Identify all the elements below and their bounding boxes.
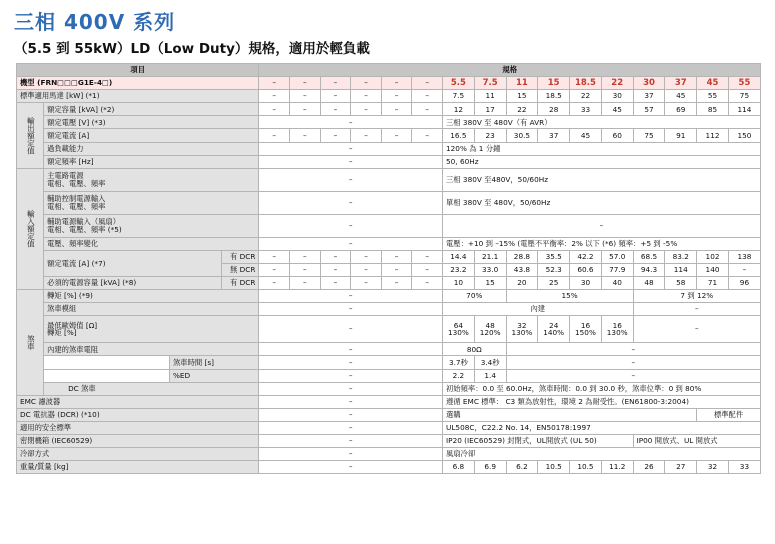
capacity-value: 5.5: [443, 77, 475, 90]
rated-capacity-value: 17: [474, 103, 506, 116]
dash-cell: –: [351, 77, 382, 90]
rated-frequency-row: [17, 155, 761, 168]
dash-cell: –: [412, 129, 443, 142]
header-row: [17, 64, 761, 77]
dash-cell: –: [320, 90, 351, 103]
motor-value: 15: [506, 90, 538, 103]
input-current-value: 68.5: [633, 250, 665, 263]
required-capacity-label: 必須的電源容量 [kVA] (*8): [44, 277, 222, 290]
required-capacity-value: 48: [633, 277, 665, 290]
builtin-resistor-row: [17, 343, 761, 356]
dcr-row: [17, 408, 761, 421]
rated-current-value: 60: [601, 129, 633, 142]
input-current-value: 77.9: [601, 263, 633, 276]
required-capacity-value: 58: [665, 277, 697, 290]
dash-cell: –: [259, 155, 443, 168]
rated-current-value: 150: [728, 129, 760, 142]
dash-cell: –: [259, 303, 443, 316]
emc-label: EMC 濾波器: [17, 395, 259, 408]
min-resistance-value: 24 140%: [538, 316, 570, 343]
dash-cell: –: [259, 316, 443, 343]
rated-voltage-label: 額定電壓 [V] (*3): [44, 116, 259, 129]
overload-label: 過負載能力: [44, 142, 259, 155]
emc-value: 遵循 EMC 標準： C3 類為放射性，環境 2 為耐受性。(EN61800-3:2004): [443, 395, 761, 408]
rated-capacity-value: 12: [443, 103, 475, 116]
dash-cell: –: [290, 103, 321, 116]
rated-capacity-row: [17, 103, 761, 116]
page-title: 三相 400V 系列: [14, 10, 176, 34]
voltage-variation-row: [17, 237, 761, 250]
weight-value: 6.8: [443, 461, 475, 474]
cooling-label: 冷卻方式: [17, 448, 259, 461]
dash-cell: –: [381, 250, 412, 263]
dash-cell: –: [259, 448, 443, 461]
dash-cell: –: [259, 168, 443, 191]
rated-current-value: 16.5: [443, 129, 475, 142]
ed-value: –: [506, 369, 760, 382]
weight-value: 11.2: [601, 461, 633, 474]
input-current-value: 21.1: [474, 250, 506, 263]
dash-cell: –: [259, 395, 443, 408]
rated-capacity-label: 額定容量 [kVA] (*2): [44, 103, 259, 116]
rated-current-value: 30.5: [506, 129, 538, 142]
enclosure-label: 密閉機箱 (IEC60529): [17, 434, 259, 447]
weight-value: 33: [728, 461, 760, 474]
dash-cell: –: [381, 263, 412, 276]
dash-cell: –: [412, 77, 443, 90]
weight-value: 32: [697, 461, 729, 474]
input-current-value: 102: [697, 250, 729, 263]
dash-cell: –: [259, 343, 443, 356]
torque-row: [17, 290, 761, 303]
motor-value: 18.5: [538, 90, 570, 103]
torque-value: 15%: [506, 290, 633, 303]
rated-current-value: 23: [474, 129, 506, 142]
rated-current-value: 37: [538, 129, 570, 142]
dash-cell: –: [290, 129, 321, 142]
main-power-row: [17, 168, 761, 191]
brake-chopper-label: 煞車模組: [44, 303, 259, 316]
dash-cell: –: [259, 214, 443, 237]
rated-current-value: 45: [570, 129, 602, 142]
dash-cell: –: [259, 290, 443, 303]
dash-cell: –: [412, 250, 443, 263]
dash-cell: –: [259, 90, 290, 103]
aux-control-row: [17, 191, 761, 214]
dash-cell: –: [351, 277, 382, 290]
capacity-value: 37: [665, 77, 697, 90]
braking-time-row: [17, 356, 761, 369]
motor-value: 22: [570, 90, 602, 103]
input-current-value: 83.2: [665, 250, 697, 263]
main-power-label: 主電路電源 電相、電壓、頻率: [44, 168, 259, 191]
dash-cell: –: [351, 263, 382, 276]
enclosure-value: IP20 (IEC60529) 封閉式，UL開放式 (UL 50): [443, 434, 634, 447]
weight-value: 10.5: [570, 461, 602, 474]
builtin-resistor-value: –: [506, 343, 760, 356]
input-current-value: 23.2: [443, 263, 475, 276]
weight-value: 26: [633, 461, 665, 474]
dash-cell: –: [259, 408, 443, 421]
col-header-spec: 規格: [259, 64, 761, 77]
input-current-value: 60.6: [570, 263, 602, 276]
rated-voltage-row: [17, 116, 761, 129]
dash-cell: –: [259, 356, 443, 369]
dash-cell: –: [259, 191, 443, 214]
capacity-value: 15: [538, 77, 570, 90]
required-capacity-value: 71: [697, 277, 729, 290]
blank-cell: [44, 356, 170, 369]
dash-cell: –: [412, 90, 443, 103]
brake-chopper-row: [17, 303, 761, 316]
spec-table: [16, 63, 761, 474]
required-capacity-value: 96: [728, 277, 760, 290]
weight-value: 6.9: [474, 461, 506, 474]
input-current-value: –: [728, 263, 760, 276]
input-current-value: 140: [697, 263, 729, 276]
dash-cell: –: [320, 250, 351, 263]
motor-value: 37: [633, 90, 665, 103]
dash-cell: –: [259, 77, 290, 90]
dash-cell: –: [381, 103, 412, 116]
rated-capacity-value: 22: [506, 103, 538, 116]
dash-cell: –: [381, 90, 412, 103]
dash-cell: –: [351, 103, 382, 116]
ed-value: 2.2: [443, 369, 475, 382]
input-current-value: 43.8: [506, 263, 538, 276]
input-current-value: 138: [728, 250, 760, 263]
braking-time-value: –: [506, 356, 760, 369]
motor-value: 30: [601, 90, 633, 103]
builtin-resistor-label: 內建的煞車電阻: [44, 343, 259, 356]
voltage-variation-label: 電壓、頻率變化: [44, 237, 259, 250]
motor-value: 55: [697, 90, 729, 103]
dash-cell: –: [351, 90, 382, 103]
dash-cell: –: [259, 129, 290, 142]
safety-value: UL508C，C22.2 No. 14，EN50178:1997: [443, 421, 761, 434]
dash-cell: –: [259, 434, 443, 447]
weight-row: [17, 461, 761, 474]
dash-cell: –: [259, 263, 290, 276]
enclosure-row: [17, 434, 761, 447]
rated-current-value: 91: [665, 129, 697, 142]
page-subtitle: （5.5 到 55kW）LD（Low Duty）規格，適用於輕負載: [14, 41, 370, 57]
dash-cell: –: [381, 129, 412, 142]
dash-cell: –: [290, 277, 321, 290]
output-group-label: 輸出額定值: [17, 103, 44, 168]
dash-cell: –: [259, 237, 443, 250]
torque-value: 7 到 12%: [633, 290, 760, 303]
aux-fan-label: 輔助電源輸入（風扇） 電相、電壓、頻率 (*5): [44, 214, 259, 237]
dash-cell: –: [320, 77, 351, 90]
dash-cell: –: [412, 277, 443, 290]
safety-label: 適用的安全標準: [17, 421, 259, 434]
aux-fan-row: [17, 214, 761, 237]
rated-voltage-value: 三相 380V 至 480V（有 AVR）: [443, 116, 761, 129]
rated-frequency-value: 50, 60Hz: [443, 155, 761, 168]
rated-capacity-value: 33: [570, 103, 602, 116]
capacity-value: 30: [633, 77, 665, 90]
motor-value: 11: [474, 90, 506, 103]
dash-cell: –: [320, 263, 351, 276]
dcr-value: 選購: [443, 408, 697, 421]
motor-row: [17, 90, 761, 103]
cooling-value: 風扇冷卻: [443, 448, 761, 461]
rated-current-row: [17, 129, 761, 142]
input-current-value: 52.3: [538, 263, 570, 276]
min-resistance-value: –: [633, 316, 760, 343]
min-resistance-value: 32 130%: [506, 316, 538, 343]
dash-cell: –: [290, 77, 321, 90]
aux-fan-value: –: [443, 214, 761, 237]
rated-current-label: 額定電流 [A]: [44, 129, 259, 142]
rated-capacity-value: 69: [665, 103, 697, 116]
aux-control-label: 輔助控制電源輸入 電相、電壓、頻率: [44, 191, 259, 214]
motor-value: 75: [728, 90, 760, 103]
dash-cell: –: [351, 129, 382, 142]
weight-label: 重量/質量 [kg]: [17, 461, 259, 474]
brake-chopper-value: –: [633, 303, 760, 316]
input-current-value: 94.3: [633, 263, 665, 276]
cooling-row: [17, 448, 761, 461]
dcr-label: DC 電抗器 (DCR) (*10): [17, 408, 259, 421]
dc-brake-row: [17, 382, 761, 395]
input-current-label: 額定電流 [A] (*7): [44, 250, 222, 276]
min-resistance-row: [17, 316, 761, 343]
input-group-label: 輸入額定值: [17, 168, 44, 289]
enclosure-value: IP00 開放式、UL 開放式: [633, 434, 760, 447]
dash-cell: –: [290, 90, 321, 103]
weight-value: 10.5: [538, 461, 570, 474]
dash-cell: –: [259, 421, 443, 434]
required-capacity-value: 10: [443, 277, 475, 290]
with-dcr-label: 有 DCR: [221, 277, 259, 290]
model-row: [17, 77, 761, 90]
dash-cell: –: [320, 277, 351, 290]
dash-cell: –: [351, 250, 382, 263]
rated-frequency-label: 額定頻率 [Hz]: [44, 155, 259, 168]
dc-brake-value: 初始頻率：0.0 至 60.0Hz，煞車時間：0.0 到 30.0 秒，煞車位準：0 到 80%: [443, 382, 761, 395]
rated-capacity-value: 114: [728, 103, 760, 116]
min-resistance-value: 16 150%: [570, 316, 602, 343]
rated-capacity-value: 45: [601, 103, 633, 116]
aux-control-value: 單相 380V 至 480V，50/60Hz: [443, 191, 761, 214]
dash-cell: –: [259, 369, 443, 382]
dash-cell: –: [290, 250, 321, 263]
safety-row: [17, 421, 761, 434]
without-dcr-label: 無 DCR: [221, 263, 259, 276]
motor-value: 45: [665, 90, 697, 103]
input-current-value: 33.0: [474, 263, 506, 276]
input-current-value: 114: [665, 263, 697, 276]
capacity-value: 45: [697, 77, 729, 90]
rated-capacity-value: 85: [697, 103, 729, 116]
braking-time-label: 煞車時間 [s]: [169, 356, 258, 369]
motor-label: 標準適用馬達 [kW] (*1): [17, 90, 259, 103]
capacity-value: 22: [601, 77, 633, 90]
motor-value: 7.5: [443, 90, 475, 103]
dash-cell: –: [259, 142, 443, 155]
input-current-dcr-row: [17, 250, 761, 263]
min-resistance-value: 16 130%: [601, 316, 633, 343]
required-capacity-value: 40: [601, 277, 633, 290]
rated-capacity-value: 57: [633, 103, 665, 116]
dash-cell: –: [259, 250, 290, 263]
dash-cell: –: [381, 277, 412, 290]
required-capacity-value: 30: [570, 277, 602, 290]
input-current-value: 42.2: [570, 250, 602, 263]
rated-current-value: 75: [633, 129, 665, 142]
main-power-value: 三相 380V 至480V，50/60Hz: [443, 168, 761, 191]
overload-value: 120% 為 1 分鐘: [443, 142, 761, 155]
ed-label: %ED: [169, 369, 258, 382]
with-dcr-label: 有 DCR: [221, 250, 259, 263]
required-capacity-value: 15: [474, 277, 506, 290]
dc-brake-label: DC 煞車: [44, 382, 259, 395]
capacity-value: 55: [728, 77, 760, 90]
dash-cell: –: [320, 103, 351, 116]
dash-cell: –: [412, 263, 443, 276]
ed-row: [17, 369, 761, 382]
braking-time-value: 3.4秒: [474, 356, 506, 369]
min-resistance-value: 48 120%: [474, 316, 506, 343]
input-current-value: 57.0: [601, 250, 633, 263]
overload-row: [17, 142, 761, 155]
weight-value: 27: [665, 461, 697, 474]
model-label: 機型 (FRN□□□G1E-4□): [17, 77, 259, 90]
capacity-value: 7.5: [474, 77, 506, 90]
brake-chopper-value: 內建: [443, 303, 634, 316]
input-current-value: 14.4: [443, 250, 475, 263]
capacity-value: 11: [506, 77, 538, 90]
required-capacity-row: [17, 277, 761, 290]
blank-cell: [44, 369, 170, 382]
dash-cell: –: [320, 129, 351, 142]
capacity-value: 18.5: [570, 77, 602, 90]
weight-value: 6.2: [506, 461, 538, 474]
required-capacity-value: 25: [538, 277, 570, 290]
rated-current-value: 112: [697, 129, 729, 142]
dcr-value: 標準配件: [697, 408, 761, 421]
ed-value: 1.4: [474, 369, 506, 382]
required-capacity-value: 20: [506, 277, 538, 290]
braking-group-label: 煞車: [17, 290, 44, 396]
emc-row: [17, 395, 761, 408]
dash-cell: –: [412, 103, 443, 116]
dash-cell: –: [259, 277, 290, 290]
col-header-item: 項目: [17, 64, 259, 77]
dash-cell: –: [259, 382, 443, 395]
rated-capacity-value: 28: [538, 103, 570, 116]
min-resistance-label: 最低歐姆值 [Ω] 轉矩 [%]: [44, 316, 259, 343]
dash-cell: –: [290, 263, 321, 276]
dash-cell: –: [259, 103, 290, 116]
dash-cell: –: [381, 77, 412, 90]
input-current-value: 28.8: [506, 250, 538, 263]
torque-value: 70%: [443, 290, 507, 303]
input-current-value: 35.5: [538, 250, 570, 263]
braking-time-value: 3.7秒: [443, 356, 475, 369]
voltage-variation-value: 電壓：+10 到 –15% (電壓不平衡率：2% 以下 (*6) 頻率：+5 到 -5%: [443, 237, 761, 250]
dash-cell: –: [259, 116, 443, 129]
builtin-resistor-value: 80Ω: [443, 343, 507, 356]
min-resistance-value: 64 130%: [443, 316, 475, 343]
dash-cell: –: [259, 461, 443, 474]
torque-label: 轉矩 [%] (*9): [44, 290, 259, 303]
